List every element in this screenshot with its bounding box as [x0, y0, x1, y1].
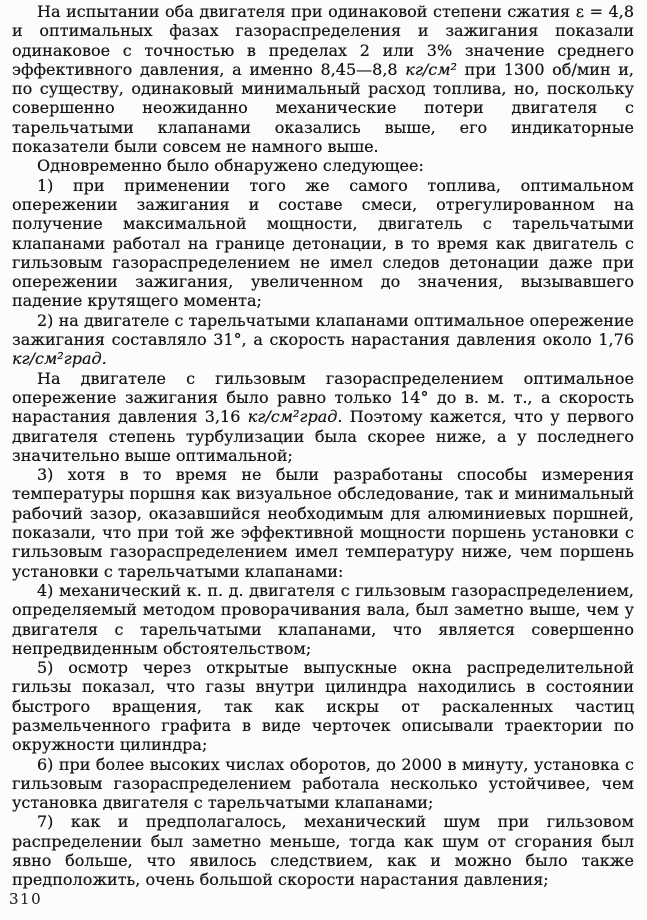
list-item-1 [12, 176, 634, 311]
text-segment: На двигателе с гильзовым газораспределением оптимальное опережение зажигания было равно только 14° до в. м. т., а скорость нарастания давления 3,16 [12, 368, 634, 427]
text-segment: 3) хотя в то время не были разработаны способы измерения температуры поршня как визуальное обследование, так и минимальный рабочий зазор, оказавшийся необходимым для алюминиевых поршней, показали, что при той же эффективной мощности поршень установки с гильзовым газораспределением имел температуру ниже, чем поршень установки с тарельчатыми клапанами: [12, 465, 634, 581]
text-segment: 2) на двигателе с тарельчатыми клапанами оптимальное опережение зажигания составляло 31°, а скорость нарастания давления около 1,76 [12, 310, 634, 350]
text-segment: Поэтому кажется, что у первого двигателя степень турбулизации была скорее ниже, а у последнего значительно выше оптимальной; [12, 407, 635, 465]
text-segment: 7) как и предполагалось, механический шум при гильзовом распределении был заметно меньше, тогда как шум от сгорания был явно больше, что явилось следствием, как и можно было также предположить, очень большой скорости нарастания давления; [12, 812, 634, 890]
text-segment: 4) механический к. п. д. двигателя с гильзовым газораспределением, определяемый методом проворачивания вала, был заметно выше, чем у двигателя с тарельчатыми клапанами, что является совершенно непредвиденным обстоятельством; [12, 580, 634, 658]
text-segment: 1) при применении того же самого топлива, оптимальном опережении зажигания и составе смеси, отрегулированном на получение максимальной мощности, двигатель с тарельчатыми клапанами работал на границе детонации, в то время как двигатель с гильзовым газораспределением не имел следов детонации даже при опережении зажигания, увеличенном до значения, вызывавшего падение крутящего момента; [12, 175, 634, 311]
paragraph-lead-in [12, 156, 634, 175]
list-item-5 [12, 658, 634, 754]
list-item-4 [12, 581, 634, 658]
text-segment: На испытании оба двигателя при одинаковой степени сжатия ε = 4,8 и оптимальных фазах газораспределения и зажигания показали одинаковое с точностью в пределах 2 или 3% значение среднего эффективного давления, а именно 8,45—8,8 [12, 2, 634, 79]
text-segment: Одновременно было обнаружено следующее: [37, 156, 424, 176]
list-item-3 [12, 465, 634, 581]
page-number: 310 [9, 890, 43, 908]
paragraph-sleeve-engine [12, 369, 634, 465]
text-segment: при 1300 об/мин и, по существу, одинаковый минимальный расход топлива, но, поскольку совершенно неожиданно механические потери двигателя с тарельчатыми клапанами оказались выше, его индикаторные показатели были совсем не намного выше. [12, 59, 635, 157]
unit-italic: кг/см² [405, 59, 457, 79]
list-item-2 [12, 311, 634, 369]
text-segment: 6) при более высоких числах оборотов, до 2000 в минуту, установка с гильзовым газораспределением работала несколько устойчивее, чем установка двигателя с тарельчатыми клапанами; [12, 754, 634, 813]
unit-italic: кг/см²град. [12, 349, 107, 369]
list-item-7 [12, 812, 634, 889]
unit-italic: кг/см²град. [247, 407, 343, 427]
text-segment: 5) осмотр через открытые выпускные окна распределительной гильзы показал, что газы внутри цилиндра находились в состоянии быстрого вращения, так как искры от раскаленных частиц размельченного графита в виде черточек описывали траектории по окружности цилиндра; [12, 658, 634, 755]
list-item-6 [12, 755, 634, 813]
paragraph-intro [12, 2, 634, 156]
